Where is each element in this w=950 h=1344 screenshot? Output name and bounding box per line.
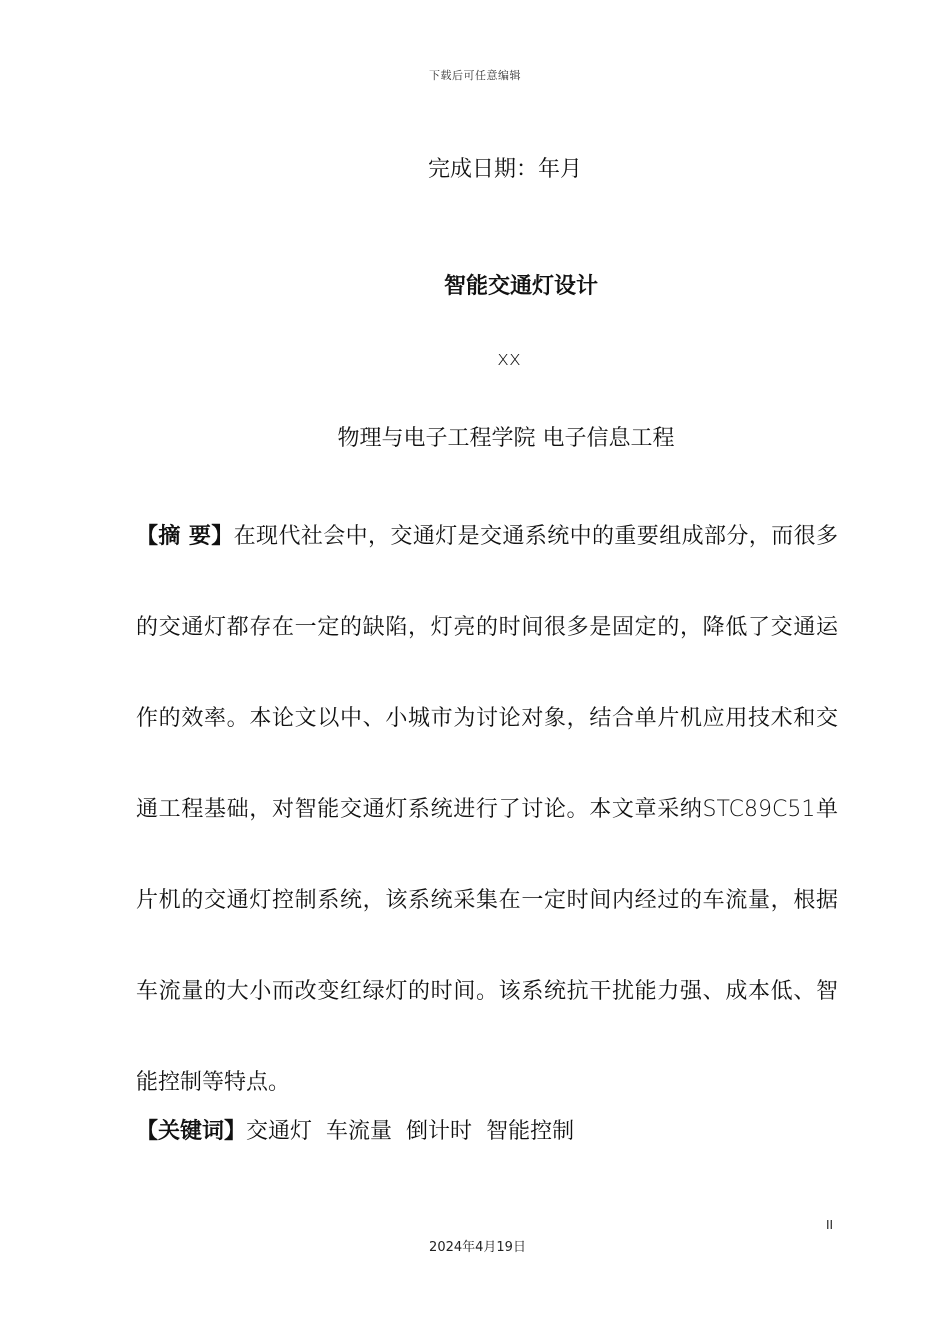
keywords-label: 【关键词】 [136,1119,247,1144]
keywords-line [136,1114,838,1145]
keyword: 智能控制 [486,1119,575,1144]
affiliation: 物理与电子工程学院 电子信息工程 [337,426,675,451]
abstract-paragraph [136,491,838,1128]
paper-title: 智能交通灯设计 [443,274,598,299]
footer-date: 2024年4月19日 [429,1240,526,1255]
abstract-text: 在现代社会中，交通灯是交通系统中的重要组成部分，而很多的交通灯都存在一定的缺陷，灯亮的时间很多是固定的，降低了交通运作的效率。本论文以中、小城市为讨论对象，结合单片机应用技术和交通工程基础，对智能交通灯系统进行了讨论。本文章采纳STC89C51单片机的交通灯控制系统，该系统采集在一定时间内经过的车流量，根据车流量的大小而改变红绿灯的时间。该系统抗干扰能力强、成本低、智能控制等特点。 [136,524,838,1095]
page-number: II [826,1218,834,1232]
keyword: 车流量 [326,1119,393,1144]
completion-date: 完成日期：年月 [427,157,582,182]
keyword: 倒计时 [406,1119,473,1144]
header-note: 下载后可任意编辑 [429,69,521,82]
author-name: xx [497,346,521,370]
abstract-label: 【摘 要】 [136,524,234,549]
keyword: 交通灯 [246,1119,313,1144]
